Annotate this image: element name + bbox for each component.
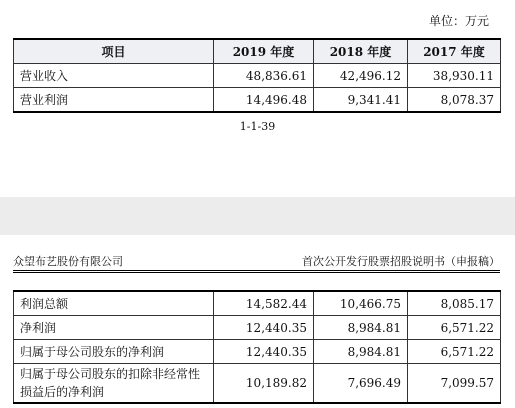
financial-table-bottom [13,290,501,404]
table-row [14,340,501,364]
value-2017: 38,930.11 [408,64,501,88]
header-item: 项目 [14,39,214,64]
value-2017: 6,571.22 [408,340,501,364]
header-2018: 2018 年度 [314,39,408,64]
document-title: 首次公开发行股票招股说明书（申报稿） [302,255,500,268]
value-2017: 8,078.37 [408,88,501,113]
value-2018: 9,341.41 [314,88,408,113]
table-row [14,316,501,340]
value-2018: 10,466.75 [314,291,408,316]
value-2019: 12,440.35 [214,316,314,340]
row-label: 归属于母公司股东的净利润 [14,340,214,364]
value-2018: 8,984.81 [314,316,408,340]
row-label: 营业收入 [14,64,214,88]
company-name: 众望布艺股份有限公司 [13,255,123,268]
value-2019: 12,440.35 [214,340,314,364]
header-2019: 2019 年度 [214,39,314,64]
value-2019: 48,836.61 [214,64,314,88]
value-2018: 8,984.81 [314,340,408,364]
table-row [14,88,501,113]
value-2018: 7,696.49 [314,364,408,404]
row-label: 营业利润 [14,88,214,113]
value-2019: 14,582.44 [214,291,314,316]
row-label: 净利润 [14,316,214,340]
unit-label: 单位：万元 [428,14,489,28]
value-2017: 6,571.22 [408,316,501,340]
page-number: 1-1-39 [239,120,276,133]
row-label: 利润总额 [14,291,214,316]
table-row [14,64,501,88]
value-2017: 8,085.17 [408,291,501,316]
page-separator [0,197,515,235]
table-row [14,364,501,404]
value-2018: 42,496.12 [314,64,408,88]
value-2019: 10,189.82 [214,364,314,404]
value-2019: 14,496.48 [214,88,314,113]
header-2017: 2017 年度 [408,39,501,64]
row-label: 归属于母公司股东的扣除非经常性损益后的净利润 [14,364,214,404]
table-row [14,291,501,316]
header-rule [13,270,500,271]
table-header-row [14,39,501,64]
financial-table-top [13,38,501,113]
value-2017: 7,099.57 [408,364,501,404]
